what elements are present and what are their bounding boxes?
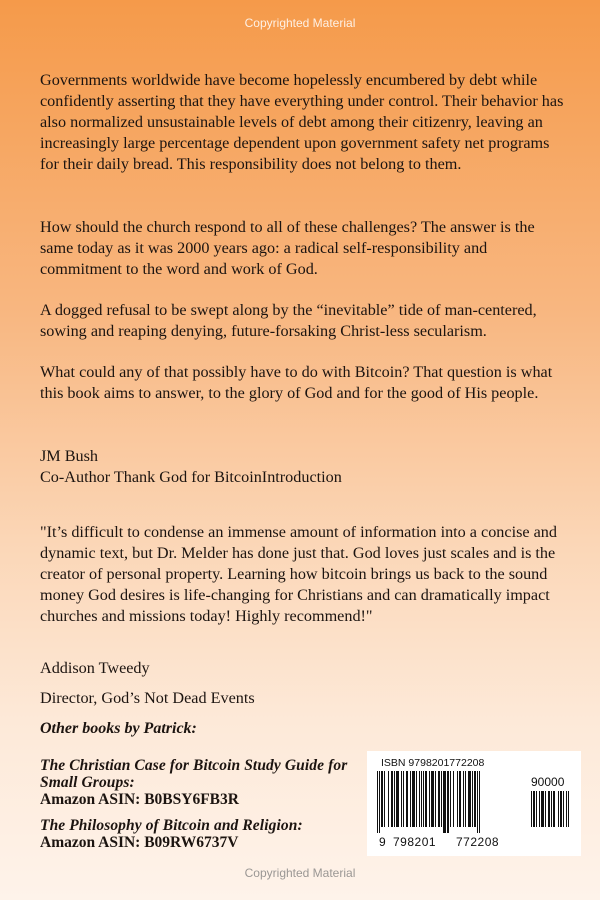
signature-block (40, 446, 570, 488)
paragraph-church-response: How should the church respond to all of these challenges? The answer is the same today as it was 2000 years ago: a radical self-responsibility and commitment to the word and work of God. (40, 218, 535, 278)
other-book-1 (40, 757, 360, 808)
barcode-addon-bars-icon (531, 791, 573, 833)
price-code: 90000 (531, 775, 565, 789)
testimonial-role: Director, God’s Not Dead Events (40, 689, 255, 707)
other-book-1-asin: Amazon ASIN: B0BSY6FB3R (40, 791, 239, 808)
signature-title: Co-Author Thank God for BitcoinIntroduction (40, 468, 342, 486)
barcode-bars-icon (377, 771, 523, 833)
other-book-2-asin: Amazon ASIN: B09RW6737V (40, 834, 239, 851)
other-book-2-colon: : (297, 817, 303, 834)
other-book-2 (40, 817, 360, 851)
paragraph-debt: Governments worldwide have become hopelessly encumbered by debt while confidently asserting that they have everything under control. Their behavior has also normalized unsustainable levels of debt among their citizenry, leaving an increasingly large percentage dependent upon government safety net programs for their daily bread. This responsibility does not belong to them. (40, 71, 564, 173)
copyright-watermark-bottom: Copyrighted Material (244, 866, 356, 880)
isbn-digits-group-1: 798201 (393, 835, 437, 849)
isbn-label: ISBN 9798201772208 (381, 757, 485, 769)
paragraph-bitcoin-question: What could any of that possibly have to do with Bitcoin? That question is what this book aims to answer, to the glory of God and for the good of His people. (40, 363, 553, 402)
other-book-1-title: The Christian Case for Bitcoin Study Guide for Small Groups (40, 757, 348, 791)
other-books-heading: Other books by Patrick: (40, 720, 197, 737)
copyright-watermark-top: Copyrighted Material (244, 16, 356, 30)
other-book-1-colon: : (129, 774, 135, 791)
isbn-barcode (367, 751, 581, 856)
signature-name: JM Bush (40, 447, 99, 465)
testimonial-quote: "It’s difficult to condense an immense amount of information into a concise and dynamic text, but Dr. Melder has done just that. God loves just scales and is the creator of personal property. Learning how bitcoin brings us back to the sound money God desires is life-changing for Christians and can dramatically impact churches and missions today! Highly recommend!" (40, 523, 557, 625)
testimonial-author: Addison Tweedy (40, 659, 150, 677)
paragraph-refusal: A dogged refusal to be swept along by the “inevitable” tide of man-centered, sowing and reaping denying, future-forsaking Christ-less secularism. (40, 301, 537, 340)
other-book-2-title: The Philosophy of Bitcoin and Religion (40, 817, 298, 834)
isbn-digit-first: 9 (379, 835, 387, 849)
isbn-digits-group-2: 772208 (456, 835, 500, 849)
